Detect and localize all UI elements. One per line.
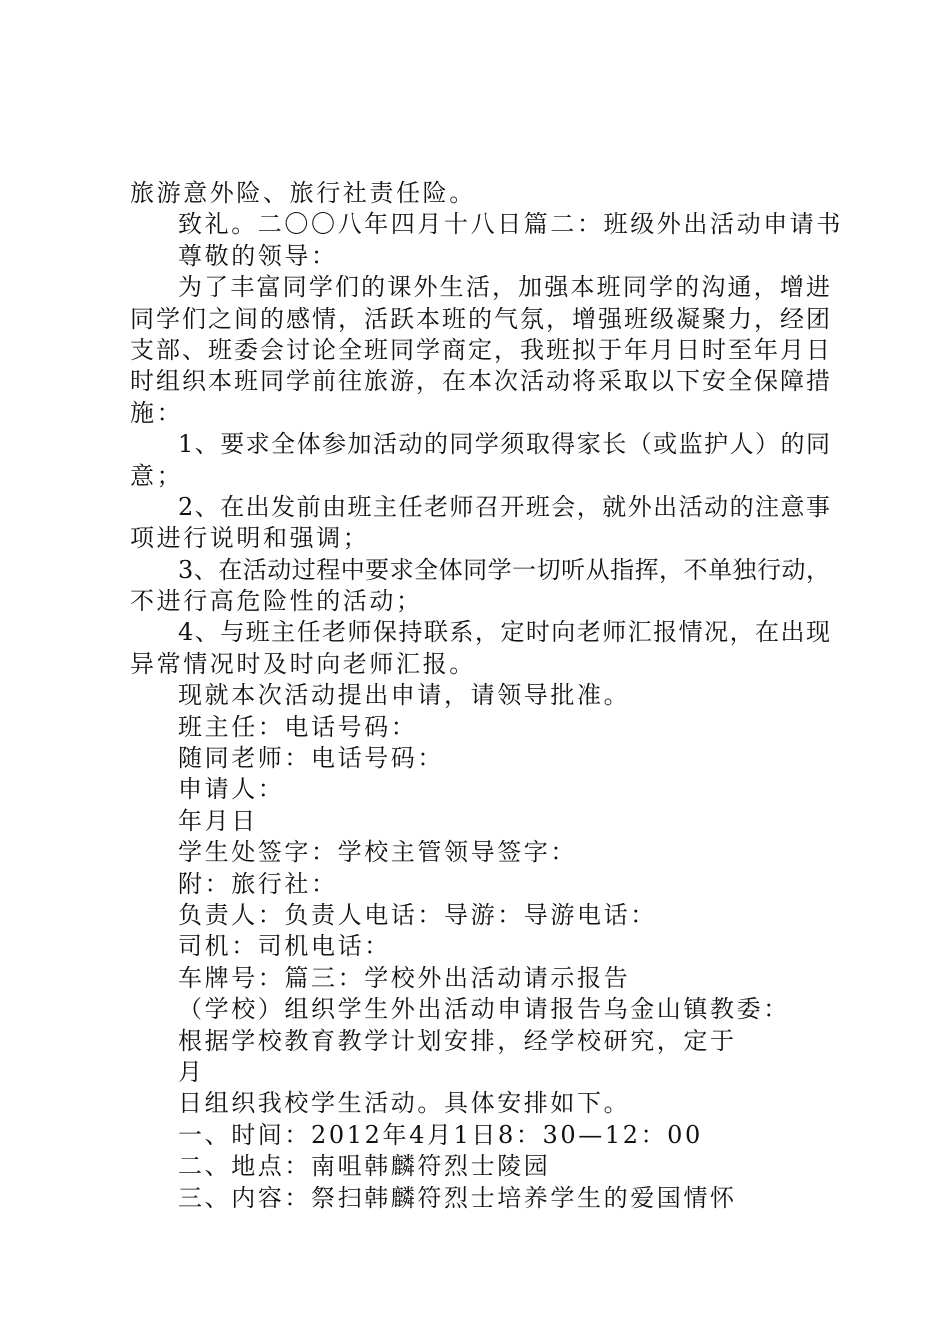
form-field-line: 随同老师：电话号码： [178,744,444,773]
paragraph-line: 为了丰富同学们的课外生活，加强本班同学的沟通，增进 [178,273,830,302]
form-field-line: 司机：司机电话： [178,932,391,961]
request-line: 现就本次活动提出申请，请领导批准。 [178,681,631,710]
form-field-line: 车牌号：篇三：学校外出活动请示报告 [178,963,631,992]
paragraph-line: 时组织本班同学前往旅游，在本次活动将采取以下安全保障措 [130,367,830,396]
list-item-4-cont: 异常情况时及时向老师汇报。 [130,649,476,678]
paragraph-line: （学校）组织学生外出活动申请报告乌金山镇教委： [178,995,790,1024]
list-item-1: 1、要求全体参加活动的同学须取得家长（或监护人）的同 [178,430,830,459]
list-item-4: 4、与班主任老师保持联系，定时向老师汇报情况，在出现 [178,618,830,647]
paragraph-line: 施： [130,398,184,427]
form-field-line: 负责人：负责人电话：导游：导游电话： [178,900,657,929]
list-item-2: 2、在出发前由班主任老师召开班会，就外出活动的注意事 [178,492,830,521]
paragraph-line: 同学们之间的感情，活跃本班的气氛，增强班级凝聚力，经团 [130,304,830,333]
list-item-3-cont: 不进行高危险性的活动； [130,587,423,616]
form-field-line: 年月日 [178,806,258,835]
form-field-line: 班主任：电话号码： [178,712,418,741]
paragraph-line: 致礼。二〇〇八年四月十八日篇二：班级外出活动申请书 [178,210,843,239]
list-item-3: 3、在活动过程中要求全体同学一切听从指挥，不单独行动， [178,555,830,584]
schedule-place: 二、地点：南咀韩麟符烈士陵园 [178,1152,551,1181]
paragraph-line: 旅游意外险、旅行社责任险。 [130,179,476,207]
form-field-line: 申请人： [178,775,285,804]
list-item-1-cont: 意； [130,461,184,490]
schedule-time: 一、时间：2012年4月1日8：30—12：00 [178,1120,703,1149]
form-field-line: 学生处签字：学校主管领导签字： [178,838,577,867]
list-item-2-cont: 项进行说明和强调； [130,524,370,553]
paragraph-line: 月 [178,1057,205,1086]
paragraph-line: 支部、班委会讨论全班同学商定，我班拟于年月日时至年月日 [130,335,830,364]
salutation: 尊敬的领导： [178,241,338,270]
schedule-content: 三、内容：祭扫韩麟符烈士培养学生的爱国情怀 [178,1183,737,1212]
paragraph-line: 日组织我校学生活动。具体安排如下。 [178,1089,631,1118]
paragraph-line: 根据学校教育教学计划安排，经学校研究，定于 [178,1026,737,1055]
form-field-line: 附：旅行社： [178,869,338,898]
document-body [130,178,843,1214]
